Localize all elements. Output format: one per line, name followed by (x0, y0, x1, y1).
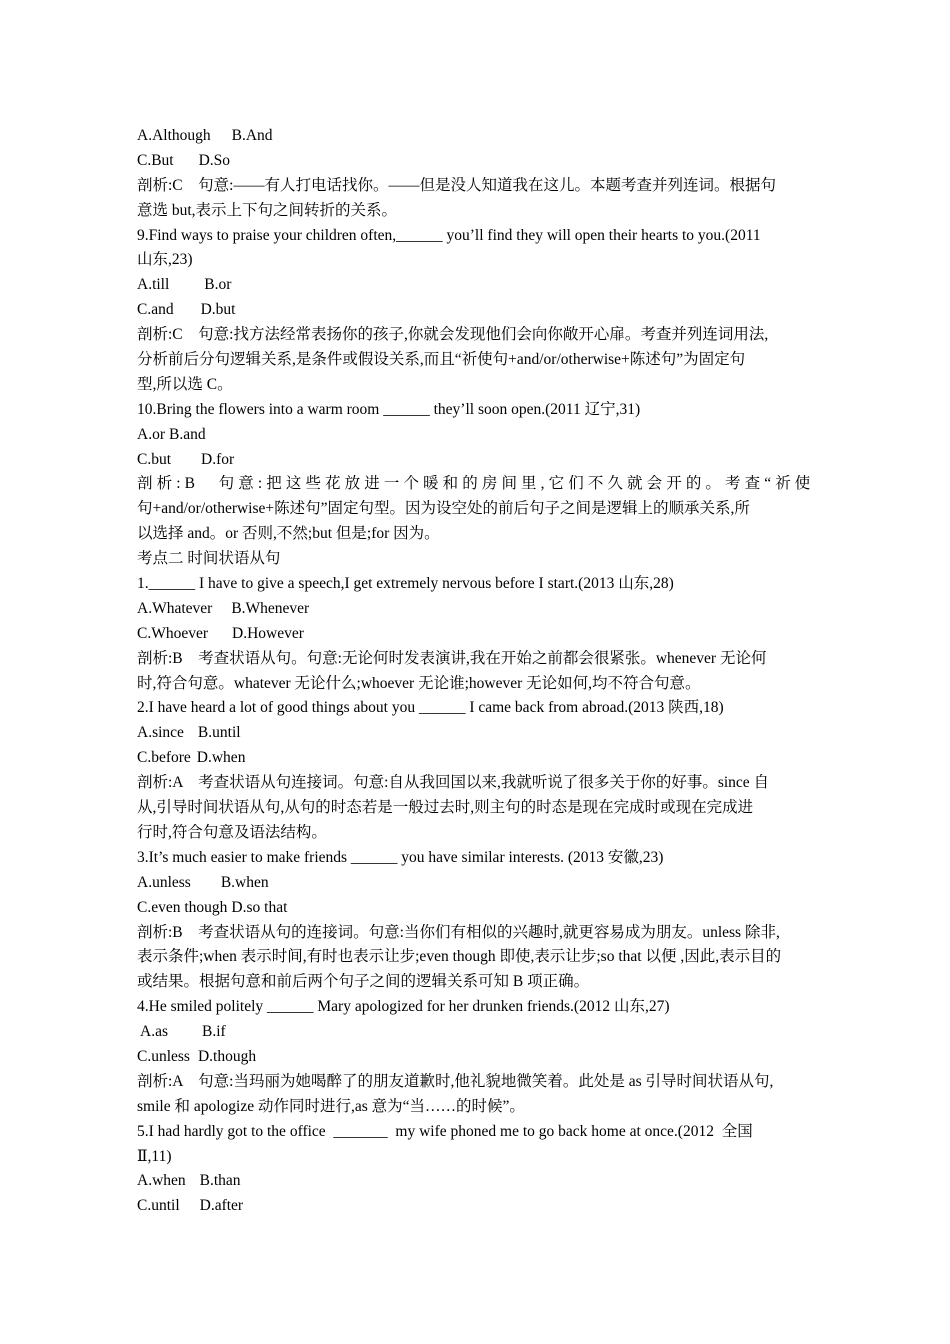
analysis-line: 表示条件;when 表示时间,有时也表示让步;even though 即使,表示让步;so that 以便 ,因此,表示目的 (137, 948, 782, 966)
option-line (137, 871, 817, 896)
question-line: 2.I have heard a lot of good things about you ______ I came back from abroad.(2013 陕西,18) (137, 699, 724, 717)
option-b: D.after (199, 1197, 244, 1215)
option-a: C.until (137, 1197, 180, 1215)
option-b: D.but (200, 301, 236, 319)
option-b: D.for (201, 450, 235, 468)
option-a: A.or (137, 425, 165, 443)
option-b: B.until (197, 724, 241, 742)
analysis-line: 从,引导时间状语从句,从句的时态若是一般过去时,则主句的时态是现在完成时或现在完成进 (137, 799, 754, 817)
option-line (137, 448, 817, 473)
question-line: 1.______ I have to give a speech,I get extremely nervous before I start.(2013 山东,28) (137, 575, 674, 593)
option-b: D.when (196, 749, 246, 767)
option-a: C.but (137, 450, 172, 468)
analysis-line: 句+and/or/otherwise+陈述句”固定句型。因为设空处的前后句子之间是逻辑上的顺承关系,所 (137, 500, 750, 518)
question-source-line: 山东,23) (137, 251, 193, 269)
option-line (137, 149, 817, 174)
option-a: A.as (137, 1023, 168, 1041)
analysis-line: 剖析:B 考查状语从句的连接词。句意:当你们有相似的兴趣时,就更容易成为朋友。unless 除非, (137, 923, 780, 941)
option-b: B.if (202, 1023, 226, 1041)
analysis-line: 意选 but,表示上下句之间转折的关系。 (137, 201, 398, 219)
analysis-line: smile 和 apologize 动作同时进行,as 意为“当……的时候”。 (137, 1097, 525, 1115)
option-b: D.So (198, 151, 231, 169)
option-line (137, 1169, 817, 1194)
option-b: D.so that (231, 898, 288, 916)
question-line: 9.Find ways to praise your children often,______ you’ll find they will open their hearts to you.(2011 (137, 226, 761, 244)
option-line (137, 1020, 817, 1045)
option-a: A.Whatever (137, 599, 213, 617)
option-b: B.and (168, 425, 206, 443)
option-a: C.before (137, 749, 191, 767)
analysis-line: 时,符合句意。whatever 无论什么;whoever 无论谁;however 无论如何,均不符合句意。 (137, 674, 701, 692)
option-a: C.But (137, 151, 174, 169)
option-line (137, 622, 817, 647)
option-b: D.However (232, 624, 304, 642)
option-line (137, 721, 817, 746)
option-a: A.since (137, 724, 184, 742)
question-line: 4.He smiled politely ______ Mary apologized for her drunken friends.(2012 山东,27) (137, 998, 670, 1016)
option-a: A.when (137, 1172, 186, 1190)
option-line (137, 1045, 817, 1070)
option-a: C.unless (137, 1047, 190, 1065)
question-source-line: Ⅱ,11) (137, 1147, 172, 1165)
analysis-line: 剖析:A 句意:当玛丽为她喝醉了的朋友道歉时,他礼貌地微笑着。此处是 as 引导时间状语从句, (137, 1072, 774, 1090)
option-line (137, 1194, 817, 1219)
analysis-line: 剖析:B 考查状语从句。句意:无论何时发表演讲,我在开始之前都会很紧张。whenever 无论何 (137, 649, 767, 667)
analysis-line: 以选择 and。or 否则,不然;but 但是;for 因为。 (137, 525, 440, 543)
option-b: B.when (220, 873, 269, 891)
option-line (137, 298, 817, 323)
option-line (137, 273, 817, 298)
option-a: A.till (137, 276, 170, 294)
option-b: B.or (204, 276, 232, 294)
analysis-line: 分析前后分句逻辑关系,是条件或假设关系,而且“祈使句+and/or/otherwise+陈述句”为固定句 (137, 351, 746, 369)
analysis-line: 剖析:C 句意:——有人打电话找你。——但是没人知道我在这儿。本题考查并列连词。根据句 (137, 176, 776, 194)
option-line (137, 597, 817, 622)
analysis-line: 剖析:B 句意:把这些花放进一个暖和的房间里,它们不久就会开的。考查“祈使 (137, 475, 815, 493)
option-line (137, 423, 817, 448)
analysis-line: 剖析:A 考查状语从句连接词。句意:自从我回国以来,我就听说了很多关于你的好事。since 自 (137, 774, 770, 792)
option-a: A.unless (137, 873, 191, 891)
option-a: C.Whoever (137, 624, 209, 642)
option-b: B.Whenever (231, 599, 310, 617)
option-b: B.than (199, 1172, 241, 1190)
question-line: 5.I had hardly got to the office _______ my wife phoned me to go back home at once.(2012 全国 (137, 1122, 753, 1140)
option-b: B.And (231, 127, 273, 144)
analysis-line: 行时,符合句意及语法结构。 (137, 823, 327, 841)
analysis-line: 剖析:C 句意:找方法经常表扬你的孩子,你就会发现他们会向你敞开心扉。考查并列连词用法, (137, 326, 769, 344)
option-a: C.and (137, 301, 174, 319)
document-page (137, 124, 817, 1219)
question-line: 3.It’s much easier to make friends ______ you have similar interests. (2013 安徽,23) (137, 848, 664, 866)
question-line: 10.Bring the flowers into a warm room ______ they’ll soon open.(2011 辽宁,31) (137, 400, 641, 418)
analysis-line: 型,所以选 C。 (137, 375, 233, 393)
analysis-line: 或结果。根据句意和前后两个句子之间的逻辑关系可知 B 项正确。 (137, 973, 590, 991)
option-line (137, 124, 817, 149)
option-a: A.Although (137, 127, 211, 144)
option-line (137, 896, 817, 921)
option-b: D.though (197, 1047, 257, 1065)
section-heading: 考点二 时间状语从句 (137, 550, 281, 568)
option-line (137, 746, 817, 771)
option-a: C.even though (137, 898, 228, 916)
